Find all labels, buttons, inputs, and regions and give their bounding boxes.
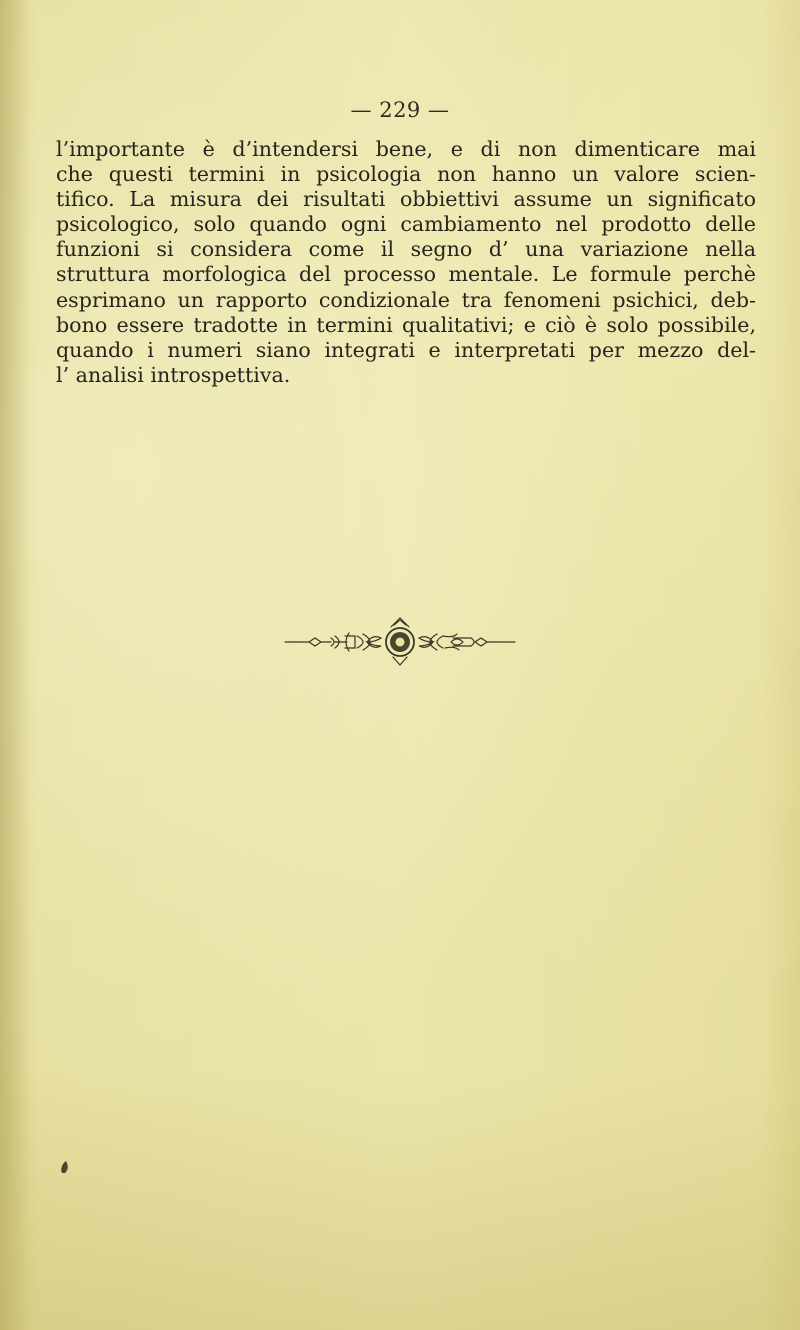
text-line: tifico. La misura dei risultati obbiettivi assume un significato [56,187,756,212]
text-line: bono essere tradotte in termini qualitativi; e ciò è solo possibile, [56,312,756,337]
ink-speck-icon [58,1160,72,1174]
text-line: che questi termini in psicologia non hanno un valore scien- [56,162,756,187]
text-line: funzioni si considera come il segno d’ una variazione nella [56,237,756,262]
text-line: psicologico, solo quando ogni cambiamento nel prodotto delle [56,212,756,237]
page-number: — 229 — [350,98,450,122]
text-line: esprimano un rapporto condizionale tra fenomeni psichici, deb- [56,287,756,312]
text-line: l’ analisi introspettiva. [56,362,291,387]
text-line: struttura morfologica del processo mentale. Le formule perchè [56,262,756,287]
fleuron-ornament-icon [283,616,517,668]
text-line: quando i numeri siano integrati e interpretati per mezzo del- [56,337,756,362]
text-line: l’importante è d’intendersi bene, e di non dimenticare mai [56,137,756,161]
body-paragraph [56,137,756,388]
